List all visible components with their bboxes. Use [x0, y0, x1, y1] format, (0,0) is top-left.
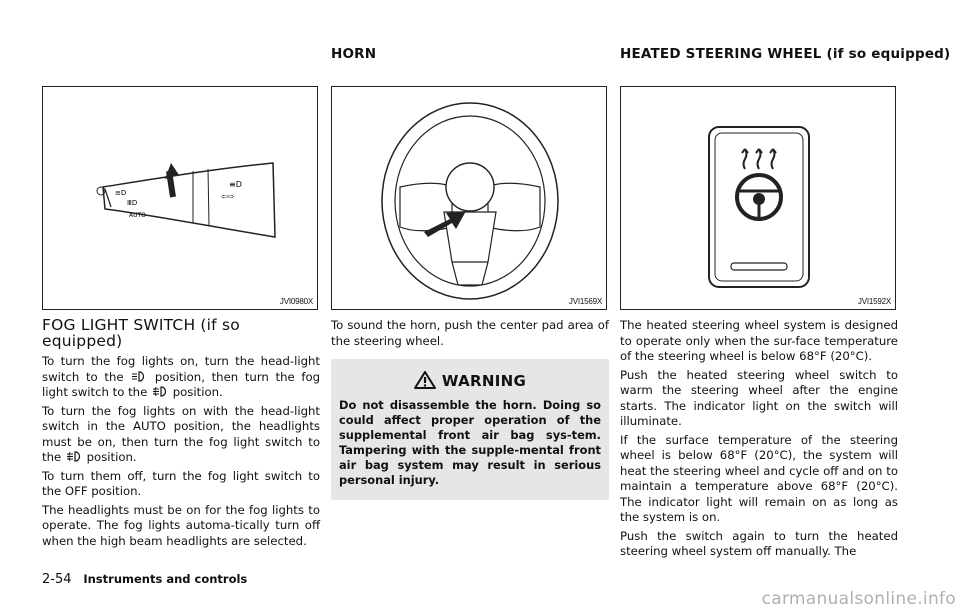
fog-light-icon	[65, 451, 83, 462]
heated-steering-section	[620, 318, 898, 563]
svg-text:≡D: ≡D	[229, 180, 242, 189]
heated-paragraph-4: Push the switch again to turn the heated steering wheel system off manually. The	[620, 528, 898, 558]
figure-code: JVI0980X	[279, 297, 313, 306]
page-footer	[42, 572, 247, 587]
warning-box	[331, 359, 609, 500]
headlight-icon	[130, 371, 148, 382]
watermark: carmanualsonline.info	[761, 589, 956, 609]
figure-code: JVI1592X	[857, 297, 891, 306]
text: To turn the fog lights on with the head-light switch in the AUTO position, the headlights must be on, then turn the fog light switch to the	[42, 403, 320, 464]
fog-switch-figure	[42, 86, 318, 310]
warning-text: Do not disassemble the horn. Doing so could affect proper operation of the supplemental front air bag sys-tem. Tampering with the supple-mental front air bag system may result in serious personal injury.	[339, 397, 601, 487]
fog-light-section	[42, 318, 320, 552]
warning-title-row	[339, 371, 601, 390]
fog-paragraph-4: The headlights must be on for the fog lights to operate. The fog lights automa-tically turn off when the high beam headlights are selected.	[42, 502, 320, 548]
text: position, then turn the fog light switch to the	[42, 369, 321, 399]
heated-paragraph-2: Push the heated steering wheel switch to warm the steering wheel after the engine starts. The indicator light on the switch will illuminate.	[620, 367, 898, 428]
svg-text:ⅢD: ⅢD	[127, 199, 138, 207]
heated-paragraph-3: If the surface temperature of the steering wheel is below 68°F (20°C), the system will heat the steering wheel and cycle off and on to maintain a temperature above 68°F (20°C). The indicator light will remain on as long as the system is on.	[620, 432, 898, 524]
fog-light-icon	[151, 386, 169, 397]
text: To turn the fog lights on, turn the head-light switch to the	[42, 354, 320, 384]
warning-title: WARNING	[441, 372, 527, 390]
horn-paragraph: To sound the horn, push the center pad area of the steering wheel.	[331, 318, 609, 348]
svg-text:AUTO: AUTO	[129, 212, 146, 219]
horn-section	[331, 318, 609, 500]
horn-header: HORN	[331, 46, 377, 62]
heated-switch-figure	[620, 86, 896, 310]
figure-code: JVI1569X	[568, 297, 602, 306]
fog-paragraph-3: To turn them off, turn the fog light switch to the OFF position.	[42, 468, 320, 498]
page-number: 2-54	[42, 572, 72, 587]
fog-paragraph-1	[42, 354, 320, 401]
horn-figure	[331, 86, 607, 310]
svg-text:⇦⇨: ⇦⇨	[221, 192, 235, 201]
section-name: Instruments and controls	[83, 572, 248, 586]
fog-light-title: FOG LIGHT SWITCH (if so equipped)	[42, 316, 240, 350]
text: position.	[86, 450, 137, 464]
warning-triangle-icon	[414, 371, 436, 389]
fog-paragraph-2	[42, 404, 320, 466]
heated-steering-header: HEATED STEERING WHEEL (if so equipped)	[620, 46, 951, 62]
text: position.	[172, 385, 223, 399]
heated-paragraph-1: The heated steering wheel system is designed to operate only when the sur-face temperature of the steering wheel is below 68°F (20°C).	[620, 318, 898, 363]
svg-text:≡D: ≡D	[115, 189, 127, 197]
